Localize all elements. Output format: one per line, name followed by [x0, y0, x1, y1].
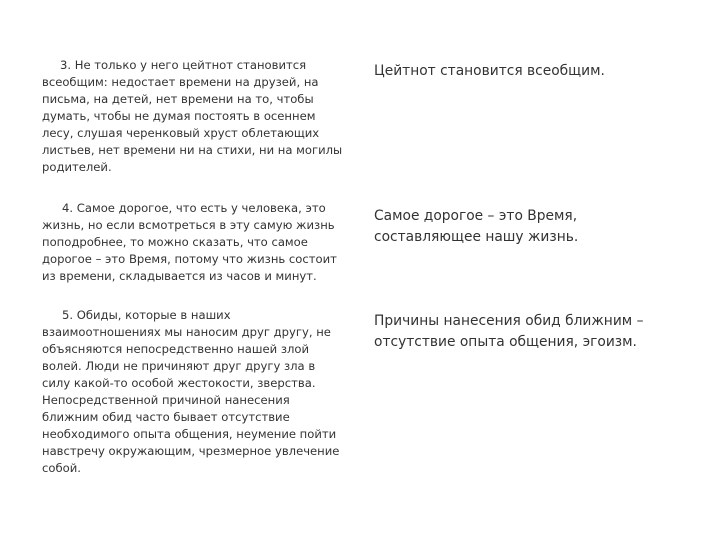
- paragraph-3-summary: Цейтнот становится всеобщим.: [374, 63, 605, 79]
- paragraph-4-source-text: 4. Самое дорогое, что есть у человека, это жизнь, но если всмотреться в эту самую жизнь поподробнее, то можно сказать, что самое дорогое – это Время, потому что жизнь состоит из времени, складывается из часов и минут.: [42, 201, 337, 283]
- paragraph-4-summary: Самое дорогое – это Время, составляющее нашу жизнь.: [374, 208, 579, 245]
- paragraph-3-source-text: 3. Не только у него цейтнот становится всеобщим: недостает времени на друзей, на письма, на детей, нет времени на то, чтобы думать, чтобы не думая постоять в осеннем лесу, слушая черенковый хруст облетающих листьев, нет времени ни на стихи, ни на могилы родителей.: [42, 58, 343, 174]
- paragraph-5-source-text: 5. Обиды, которые в наших взаимоотношениях мы наносим друг другу, не объясняются непосредственно нашей злой волей. Люди не причиняют друг другу зла в силу какой-то особой жестокости, зверства. Непосредственной причиной нанесения ближним обид часто бывает отсутствие необходимого опыта общения, неумение пойти навстречу окружающим, чрезмерное увлечение собой.: [42, 308, 340, 475]
- paragraph-5-summary: Причины нанесения обид ближним – отсутствие опыта общения, эгоизм.: [374, 313, 644, 350]
